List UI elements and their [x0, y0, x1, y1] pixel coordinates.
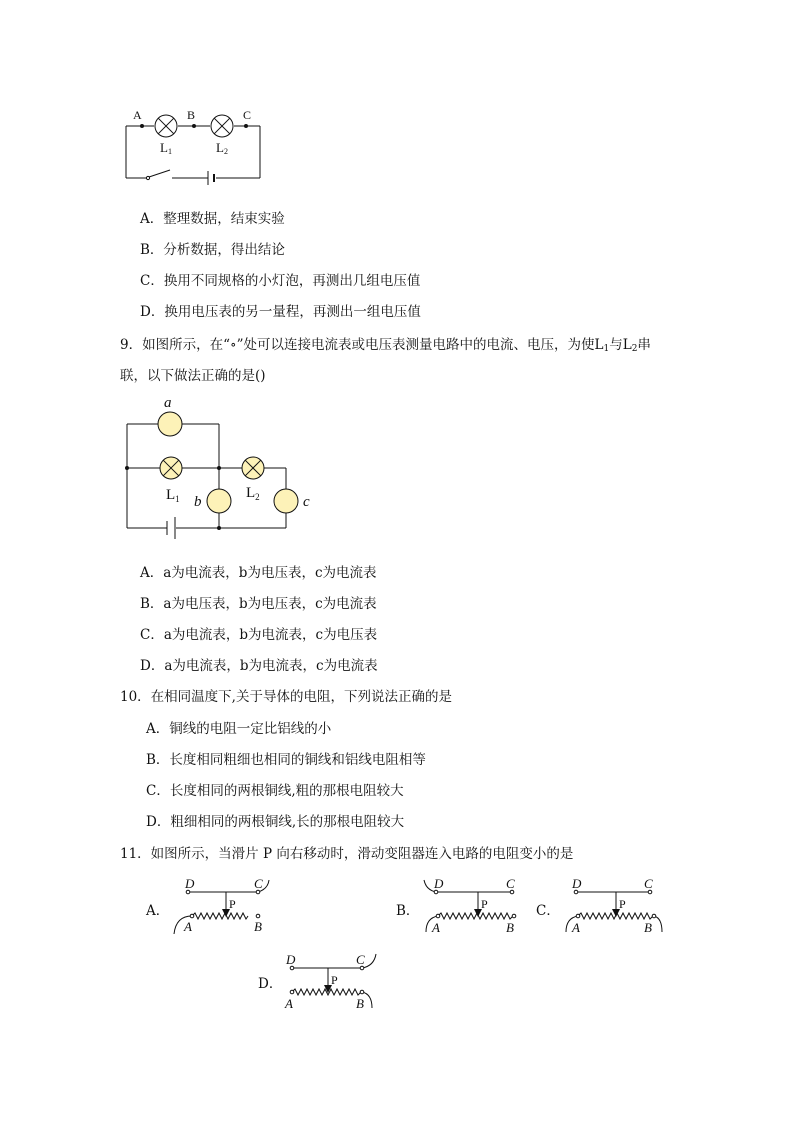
q8-option-d: D．换用电压表的另一量程，再测出一组电压值 [140, 304, 421, 320]
lamp-l1-label: L1 [160, 140, 172, 156]
svg-text:C: C [254, 876, 263, 891]
lamp-l2-label: $L_2$ [246, 485, 260, 502]
q8-option-c: C．换用不同规格的小灯泡，再测出几组电压值 [140, 273, 421, 289]
svg-text:A: A [572, 920, 580, 935]
q10-stem: 10．在相同温度下,关于导体的电阻，下列说法正确的是 [120, 689, 452, 705]
q9-stem-line1: 9．如图所示，在“∘”处可以连接电流表或电压表测量电路中的电流、电压，为使$L_1$与$L_2$串 [120, 337, 651, 354]
q9-stem-line2: 联，以下做法正确的是() [120, 368, 266, 384]
lamp-l1-label: $L_1$ [166, 487, 180, 504]
q10-option-b: B．长度相同粗细也相同的铜线和铝线电阻相等 [146, 752, 426, 768]
q11-stem: 11．如图所示，当滑片 P 向右移动时，滑动变阻器连入电路的电阻变小的是 [120, 846, 574, 862]
meter-b-label: b [194, 494, 202, 510]
meter-b-icon [207, 489, 231, 513]
lamp-l1-icon [160, 457, 182, 479]
q11-option-c-label: C． [536, 903, 560, 919]
q11-rheostat-d-figure [280, 950, 390, 1010]
q9-circuit-figure [120, 393, 320, 543]
svg-text:B: B [254, 919, 262, 934]
svg-text:C: C [356, 952, 365, 967]
svg-text:P: P [619, 897, 626, 911]
point-a-label: A [133, 108, 142, 122]
meter-c-icon [274, 489, 298, 513]
q11-rheostat-b-figure [418, 876, 528, 936]
meter-c-label: c [303, 494, 310, 510]
q8-option-b: B．分析数据，得出结论 [140, 242, 285, 258]
lamp-l2-label: L2 [216, 140, 228, 156]
q11-option-d-label: D． [258, 976, 283, 992]
lamp-l2-icon [211, 115, 233, 137]
lamp-l1-icon [155, 115, 177, 137]
point-b-label: B [187, 108, 196, 122]
svg-text:C: C [506, 876, 515, 891]
svg-text:P: P [331, 973, 338, 987]
svg-text:B: B [506, 920, 514, 935]
svg-text:A: A [432, 920, 440, 935]
lamp-l2-icon [242, 457, 264, 479]
q11-option-a-label: A． [146, 903, 170, 919]
q11-rheostat-c-figure [558, 876, 668, 936]
q8-option-a: A．整理数据，结束实验 [140, 211, 285, 227]
svg-text:D: D [185, 876, 195, 891]
svg-text:A: A [184, 919, 192, 934]
svg-text:B: B [356, 996, 364, 1011]
svg-text:A: A [285, 996, 293, 1011]
q11-option-b-label: B． [396, 903, 420, 919]
svg-text:D: D [572, 876, 582, 891]
q11-rheostat-a-figure [166, 876, 276, 936]
svg-text:D: D [434, 876, 444, 891]
svg-text:C: C [644, 876, 653, 891]
point-c-label: C [243, 108, 252, 122]
svg-text:B: B [644, 920, 652, 935]
q10-option-a: A．铜线的电阻一定比铝线的小 [146, 721, 332, 737]
meter-a-icon [158, 412, 182, 436]
svg-text:D: D [286, 952, 296, 967]
switch-contact [146, 176, 149, 179]
svg-text:P: P [481, 897, 488, 911]
q10-option-d: D．粗细相同的两根铜线,长的那根电阻较大 [146, 814, 405, 830]
svg-text:P: P [229, 897, 236, 911]
q9-option-c: C．a为电流表，b为电流表，c为电压表 [140, 627, 378, 643]
q9-option-a: A．a为电流表，b为电压表，c为电流表 [140, 565, 377, 581]
meter-a-label: a [164, 395, 172, 411]
q8-circuit-figure [120, 108, 280, 188]
q9-option-b: B．a为电压表，b为电压表，c为电流表 [140, 596, 377, 612]
q10-option-c: C．长度相同的两根铜线,粗的那根电阻较大 [146, 783, 404, 799]
q9-option-d: D．a为电流表，b为电流表，c为电流表 [140, 658, 378, 674]
